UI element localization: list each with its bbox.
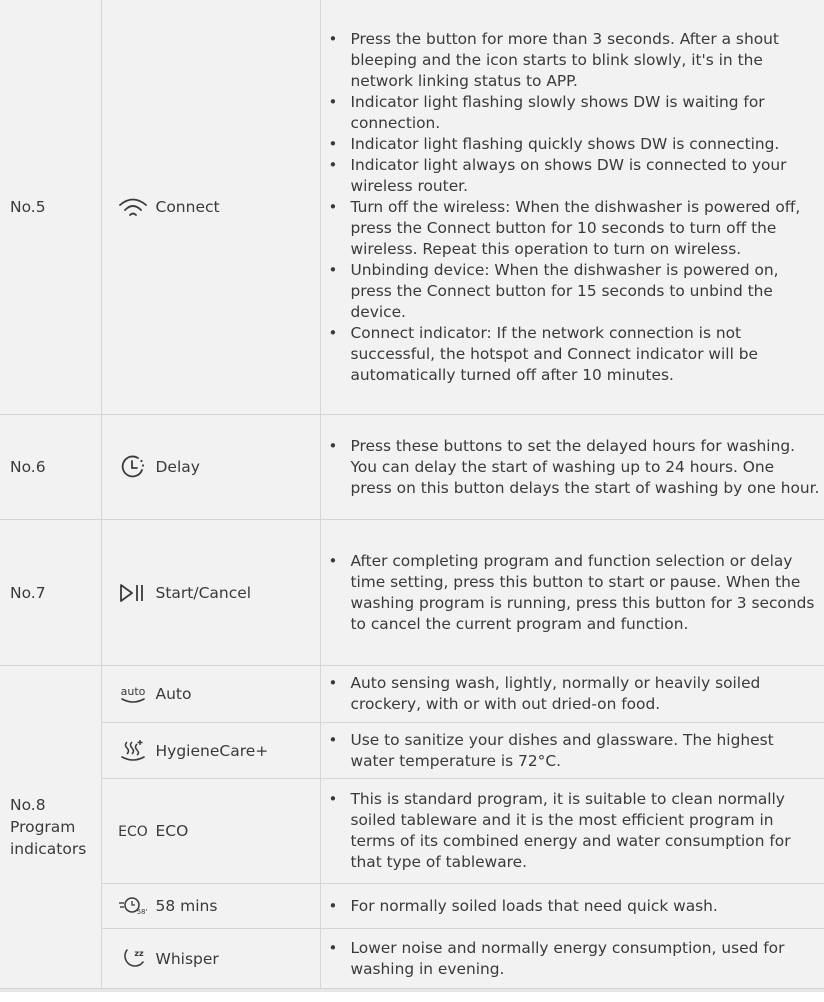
- function-cell: [101, 666, 320, 723]
- row-number: No.7: [0, 520, 101, 666]
- clock-delay-icon: [116, 453, 150, 481]
- list-item: • Press these buttons to set the delayed hours for washing. You can delay the start of washing up to 24 hours. One press on this button delays the start of washing by one hour.: [351, 436, 821, 499]
- function-name: Connect: [155, 198, 220, 216]
- function-cell: [101, 929, 320, 989]
- quick-icon-text: 58': [136, 908, 147, 916]
- list-item: • For normally soiled loads that need quick wash.: [351, 896, 821, 917]
- function-name: Delay: [155, 458, 200, 476]
- description-cell: [320, 884, 824, 929]
- wifi-icon: [116, 193, 150, 221]
- whisper-sleep-icon: [116, 945, 150, 973]
- function-cell: [101, 779, 320, 884]
- function-cell: [101, 723, 320, 779]
- row-number-program-indicators: [0, 666, 101, 989]
- list-item: • Indicator light flashing quickly shows DW is connecting.: [351, 134, 821, 155]
- table-row-no6: [0, 415, 824, 520]
- description-cell: [320, 415, 824, 520]
- hygiene-steam-icon: [116, 737, 150, 765]
- auto-icon-text: auto: [120, 685, 145, 698]
- list-item: • Use to sanitize your dishes and glassware. The highest water temperature is 72°C.: [351, 730, 821, 772]
- description-cell: [320, 520, 824, 666]
- list-item: • Press the button for more than 3 seconds. After a shout bleeping and the icon starts to blink slowly, it's in the network linking status to APP.: [351, 29, 821, 92]
- description-cell: [320, 779, 824, 884]
- list-item: • Auto sensing wash, lightly, normally or heavily soiled crockery, with or with out dried-on food.: [351, 673, 821, 715]
- list-item: • Lower noise and normally energy consumption, used for washing in evening.: [351, 938, 821, 980]
- whisper-icon-text: zz: [133, 948, 144, 958]
- table-row-program-58mins: [0, 884, 824, 929]
- play-pause-icon: [116, 579, 150, 607]
- auto-program-icon: [116, 680, 150, 708]
- eco-icon-text: ECO: [117, 824, 148, 840]
- function-name: Start/Cancel: [155, 583, 252, 602]
- list-item: • Indicator light flashing slowly shows DW is waiting for connection.: [351, 92, 821, 134]
- function-cell: [101, 520, 320, 666]
- function-name: Auto: [155, 685, 192, 703]
- table-row-program-eco: [0, 779, 824, 884]
- table-row-no7: [0, 520, 824, 666]
- table-row-program-auto: [0, 666, 824, 723]
- table-row-program-hygienecare: [0, 723, 824, 779]
- row-label-indicators: indicators: [10, 840, 87, 858]
- function-cell: [101, 884, 320, 929]
- quick-58-icon: [116, 892, 150, 920]
- eco-program-icon: [116, 817, 150, 845]
- function-name: Whisper: [155, 949, 219, 968]
- table-row-program-whisper: [0, 929, 824, 989]
- list-item: • Indicator light always on shows DW is connected to your wireless router.: [351, 155, 821, 197]
- description-cell: [320, 666, 824, 723]
- function-cell: [101, 415, 320, 520]
- description-cell: [320, 0, 824, 415]
- row-number: No.5: [0, 0, 101, 415]
- function-cell: [101, 0, 320, 415]
- list-item: • This is standard program, it is suitable to clean normally soiled tableware and it is the most efficient program in terms of its combined energy and water consumption for that type of tableware.: [351, 789, 821, 873]
- row-label-program: Program: [10, 818, 76, 836]
- function-name: HygieneCare+: [155, 741, 269, 760]
- row-number: No.8: [10, 796, 46, 814]
- table-bottom-border: [0, 989, 824, 992]
- list-item: • After completing program and function selection or delay time setting, press this button to start or pause. When the washing program is running, press this button for 3 seconds to cancel the current program and function.: [351, 551, 821, 635]
- list-item: • Turn off the wireless: When the dishwasher is powered off, press the Connect button for 10 seconds to turn off the wireless. Repeat this operation to turn on wireless.: [351, 197, 821, 260]
- row-number: No.6: [0, 415, 101, 520]
- description-cell: [320, 723, 824, 779]
- list-item: • Connect indicator: If the network connection is not successful, the hotspot and Connect indicator will be automatically turned off after 10 minutes.: [351, 323, 821, 386]
- function-name: ECO: [155, 822, 189, 840]
- table-row-no5: [0, 0, 824, 415]
- function-name: 58 mins: [155, 897, 218, 915]
- description-cell: [320, 929, 824, 989]
- list-item: • Unbinding device: When the dishwasher is powered on, press the Connect button for 15 seconds to unbind the device.: [351, 260, 821, 323]
